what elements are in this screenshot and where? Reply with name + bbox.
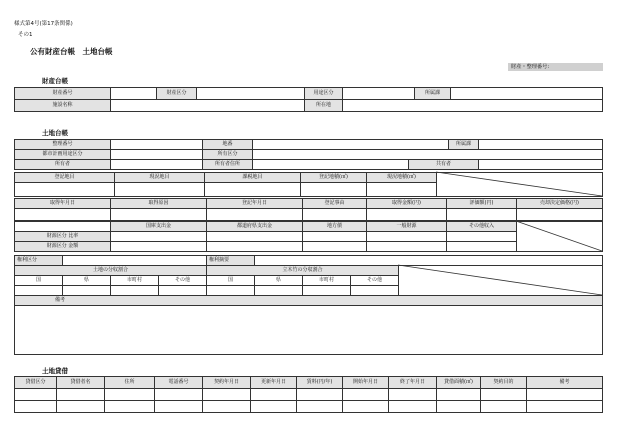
label-shutoku-date: 取得年月日: [15, 199, 111, 209]
label-shisetsu: 施設名称: [15, 100, 111, 112]
label-shoyusha-jusho: 所有者住所: [203, 160, 253, 170]
label-shozoku: 所属課: [415, 88, 451, 100]
label-land-shicho: 市町村: [111, 276, 159, 286]
lease-col-renew-date: 更新年月日: [251, 377, 297, 389]
diagonal-line-2: [516, 221, 602, 251]
label-property-no: 財産番号: [15, 88, 111, 100]
label-tree-ken: 県: [255, 276, 303, 286]
label-tree-share: 立木竹の分収割合: [207, 266, 399, 276]
label-tree-kuni: 国: [207, 276, 255, 286]
part-label: その1: [18, 32, 33, 38]
label-land-share: 土地の分収割合: [15, 266, 207, 276]
label-tree-sonota: その他: [351, 276, 399, 286]
label-toki-date: 登記年月日: [207, 199, 303, 209]
lease-col-rent: 賃料(円/年): [297, 377, 343, 389]
label-shoyu-kubun: 所有区分: [203, 150, 253, 160]
label-shutoku-kingaku: 取得金額(円): [367, 199, 447, 209]
label-zaigen-kingaku: 財源区分 金額: [15, 242, 111, 252]
page-title: 公有財産台帳 土地台帳: [30, 47, 113, 56]
label-chihosai: 地方債: [303, 222, 367, 232]
label-toki-chimoku: 登記地目: [15, 173, 115, 183]
label-kazei-chimoku: 課税地目: [205, 173, 301, 183]
section-lease: 土地貸借: [42, 367, 68, 375]
label-seiri: 整理番号: [15, 140, 111, 150]
label-shozaichi: 所在地: [305, 100, 343, 112]
label-kokko: 国庫支出金: [111, 222, 207, 232]
lease-row: [15, 389, 603, 401]
diagonal-line-1: [436, 172, 602, 196]
label-land-ken: 県: [63, 276, 111, 286]
label-property-kubun: 財産区分: [157, 88, 197, 100]
label-baikyaku: 売却決定価格(円): [517, 199, 603, 209]
label-kyoyu: 共有者: [409, 160, 479, 170]
label-kenri: 権利区分: [15, 256, 63, 266]
lease-col-purpose: 契約目的: [481, 377, 527, 389]
lease-col-contract-date: 契約年月日: [203, 377, 251, 389]
lease-col-kubun: 貸借区分: [15, 377, 57, 389]
label-land-sonota: その他: [159, 276, 207, 286]
label-shoyusha: 所有者: [15, 160, 111, 170]
label-sonota-shunyu: その他収入: [447, 222, 517, 232]
lease-col-area: 貸借面積(㎡): [437, 377, 481, 389]
label-land-kuni: 国: [15, 276, 63, 286]
lease-col-name: 貸借者名: [57, 377, 105, 389]
label-genkyo-chiseki: 現況地積(㎡): [367, 173, 437, 183]
label-genkyo-chimoku: 現況地目: [115, 173, 205, 183]
label-toshi: 都市計画用途区分: [15, 150, 111, 160]
label-chiban: 地番: [203, 140, 253, 150]
label-toki-jiyu: 登記事由: [303, 199, 367, 209]
label-kenri-biko: 権利摘要: [207, 256, 255, 266]
lease-table: [14, 376, 603, 413]
label-toki-chiseki: 登記地積(㎡): [301, 173, 367, 183]
lease-col-end: 終了年月日: [389, 377, 437, 389]
label-ippan: 一般財源: [367, 222, 447, 232]
form-id: 様式第4号(第17条関係): [14, 21, 73, 27]
label-youto: 用途区分: [305, 88, 343, 100]
label-hyokagaku: 評価額(円): [447, 199, 517, 209]
label-zaigen-hiritsu: 財源区分 比率: [15, 232, 111, 242]
label-tree-shicho: 市町村: [303, 276, 351, 286]
section-land: 土地台帳: [42, 129, 68, 137]
lease-row: [15, 401, 603, 413]
section-property: 財産台帳: [42, 77, 68, 85]
lease-col-phone: 電話番号: [155, 377, 203, 389]
diagonal-line-3: [398, 265, 602, 295]
lease-col-biko: 備考: [527, 377, 603, 389]
label-todofuken: 都道府県支出金: [207, 222, 303, 232]
label-land-shozoku: 所属課: [449, 140, 479, 150]
reg-no-label: 財産・整理番号:: [508, 63, 603, 71]
label-shutoku-genin: 取得原因: [111, 199, 207, 209]
lease-col-start: 開始年月日: [343, 377, 389, 389]
lease-col-address: 住所: [105, 377, 155, 389]
biko-text: 備考: [55, 297, 66, 303]
